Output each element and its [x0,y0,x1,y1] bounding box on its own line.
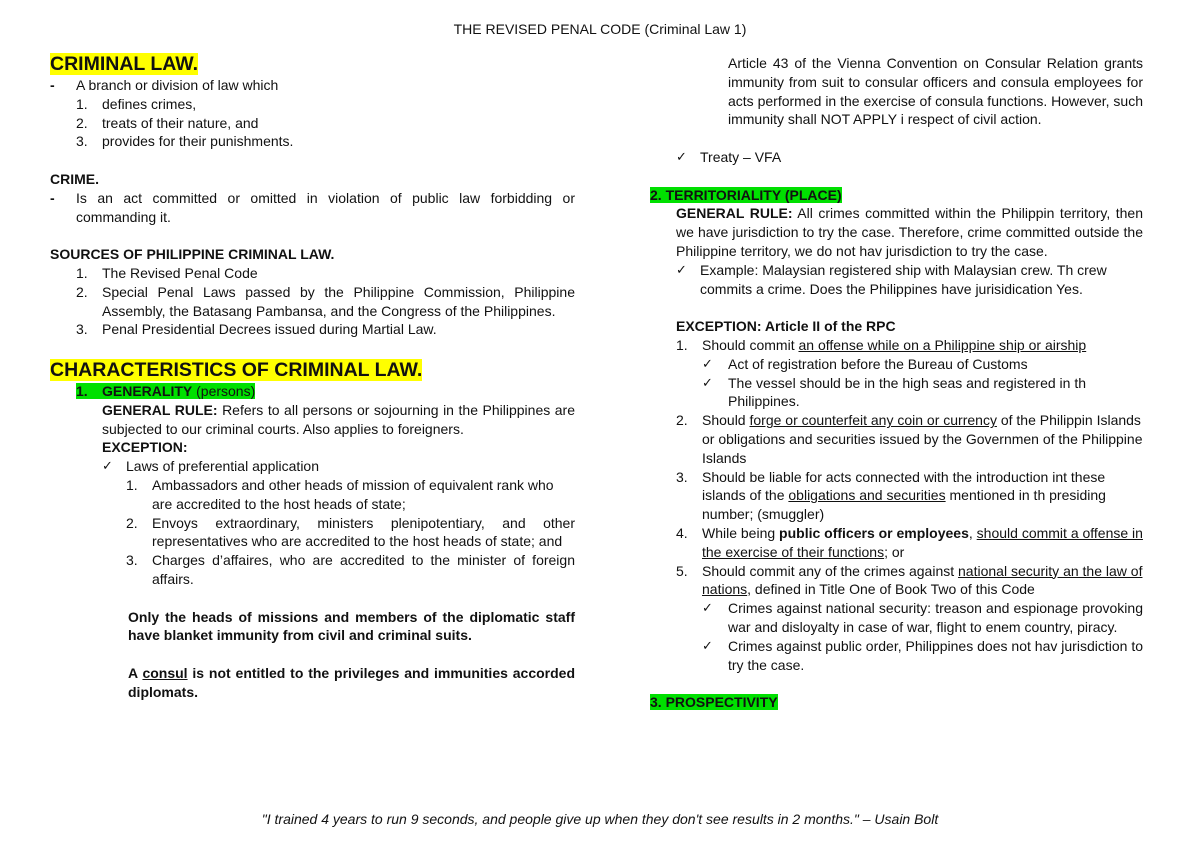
list-item: 3. Penal Presidential Decrees issued during Martial Law. [76,321,437,338]
territoriality-rule: GENERAL RULE: All crimes committed within the Philippin territory, then we have jurisdiction to try the case. Therefore, crime committed outside the Philippine territory, we do not hav jurisdiction to try the case. [676,205,1143,259]
list-item: 2. Envoys extraordinary, ministers plenipotentiary, and other representatives who are accredited to the host heads of state; and [126,514,575,550]
checkmark-icon: ✓ [702,637,713,653]
consul-note: A consul is not entitled to the privileges and immunities accorded diplomats. [128,664,575,700]
list-item: 1. Should commit an offense while on a Philippine ship or airship [676,336,1087,353]
list-item: 1. The Revised Penal Code [76,264,258,281]
list-item: ✓ Laws of preferential application [102,458,320,475]
crime-definition: - Is an act committed or omitted in violation of public law forbidding or commanding it. [50,189,575,225]
list-item: 3. Charges d’affaires, who are accredited to the minister of foreign affairs. [126,552,575,587]
checkmark-icon: ✓ [702,600,713,616]
left-column [50,52,575,702]
list-item: 2. Should forge or counterfeit any coin or currency of the Philippin Islands or obligations and securities issued by the Governmen of the Philippine Islands [676,412,1143,466]
list-item: 5. Should commit any of the crimes against national security an the law of nations, defined in Title One of Book Two of this Code [676,562,1143,598]
crime-heading: CRIME. [50,170,99,187]
criminal-law-definition: - A branch or division of law which [50,77,279,93]
characteristics-heading: CHARACTERISTICS OF CRIMINAL LAW. [50,358,423,381]
list-item: 2. treats of their nature, and [76,114,259,131]
list-item: 2. Special Penal Laws passed by the Philippine Commission, Philippine Assembly, the Batasang Pambansa, and the Congress of the Philippines. [76,283,575,319]
criminal-law-heading: CRIMINAL LAW. [50,53,199,75]
list-item: ✓ Example: Malaysian registered ship with Malaysian crew. Th crew commits a crime. Does the Philippines have jurisidication Yes. [676,261,1107,297]
vienna-convention-text: Article 43 of the Vienna Convention on Consular Relation grants immunity from suit to consular officers and consula employees for acts performed in the exercise of consula functions. However, such immunity shall NOT APPLY i respect of civil action. [728,55,1143,128]
exception-heading: EXCEPTION: [102,439,188,456]
checkmark-icon: ✓ [676,148,687,164]
sources-heading: SOURCES OF PHILIPPINE CRIMINAL LAW. [50,246,335,263]
territoriality-heading: 2. TERRITORIALITY (PLACE) [650,186,842,203]
prospectivity-heading: 3. PROSPECTIVITY [650,694,778,711]
heads-note: Only the heads of missions and members of the diplomatic staff have blanket immunity from civil and criminal suits. [128,608,575,644]
checkmark-icon: ✓ [702,355,713,371]
list-item: 1. defines crimes, [76,95,197,112]
checkmark-icon: ✓ [102,458,113,474]
right-column [650,54,1143,712]
list-item: 1. Ambassadors and other heads of mission of equivalent rank who are accredited to the host heads of state; [126,476,554,512]
checkmark-icon: ✓ [702,374,713,390]
list-item: 4. While being public officers or employees, should commit a offense in the exercise of their functions; or [676,524,1143,560]
list-item: ✓ Crimes against public order, Philippines does not hav jurisdiction to try the case. [702,637,1143,673]
checkmark-icon: ✓ [676,261,687,277]
exception-article-heading: EXCEPTION: Article II of the RPC [676,318,896,335]
list-item: ✓ Treaty – VFA [676,148,782,165]
page-footer-quote: "I trained 4 years to run 9 seconds, and people give up when they don't see results in 2 months." – Usain Bolt [261,811,939,827]
generality-heading: 1. GENERALITY (persons) [76,382,256,399]
list-item: ✓ The vessel should be in the high seas and registered in th Philippines. [702,374,1087,410]
list-item: ✓ Act of registration before the Bureau of Customs [702,355,1028,372]
page-header: THE REVISED PENAL CODE (Criminal Law 1) [453,21,747,37]
generality-rule: GENERAL RULE: Refers to all persons or sojourning in the Philippines are subjected to our criminal courts. Also applies to foreigners. [102,401,575,437]
list-item: 3. provides for their punishments. [76,133,294,150]
list-item: 3. Should be liable for acts connected with the introduction int these islands of the obligations and securities mentioned in th presiding number; (smuggler) [676,468,1106,523]
list-item: ✓ Crimes against national security: treason and espionage provoking war and disloyalty in case of war, flight to enem country, piracy. [702,600,1143,635]
